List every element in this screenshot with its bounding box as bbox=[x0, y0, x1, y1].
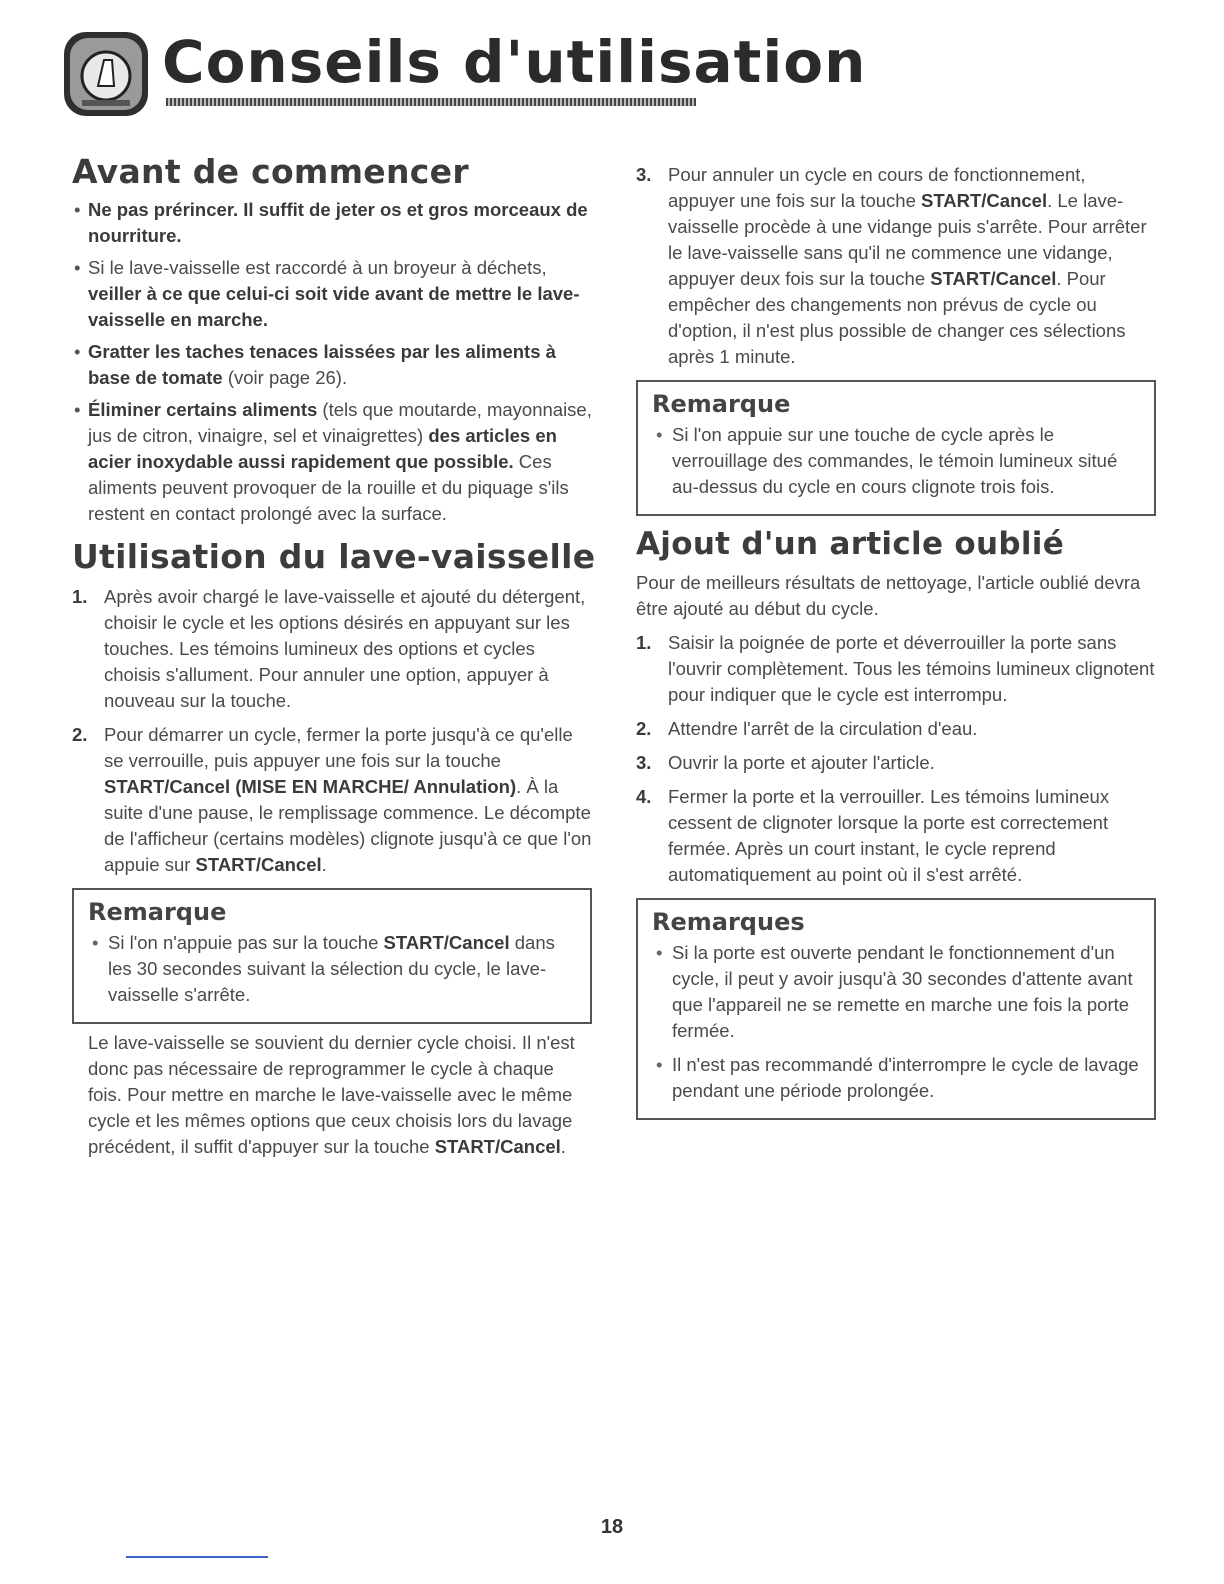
note-list bbox=[88, 930, 576, 1008]
list-item: • Si l'on appuie sur une touche de cycle après le verrouillage des commandes, le témoin lumineux situé au-dessus du cycle en cours clignote trois fois. bbox=[652, 422, 1140, 500]
notes-list bbox=[652, 940, 1140, 1104]
header-rule bbox=[166, 98, 696, 106]
list-item: 1. Saisir la poignée de porte et déverrouiller la porte sans l'ouvrir complètement. Tous les témoins lumineux clignotent pour indiquer que le cycle est interrompu. bbox=[636, 632, 1155, 705]
page-header bbox=[62, 22, 867, 122]
note-title: Remarque bbox=[652, 390, 791, 418]
list-item: • Si le lave-vaisselle est raccordé à un broyeur à déchets, veiller à ce que celui-ci soit vide avant de mettre le lave-vaisselle en marche. bbox=[72, 255, 592, 333]
list-item: 4. Fermer la porte et la verrouiller. Les témoins lumineux cessent de clignoter lorsque la porte est correctement fermée. Après un court instant, le cycle reprend automatiquement au point où il s'est arrêté. bbox=[636, 786, 1110, 885]
list-item: 3. Ouvrir la porte et ajouter l'article. bbox=[636, 752, 935, 773]
left-column bbox=[72, 152, 596, 1160]
list-item: • Si l'on n'appuie pas sur la touche START/Cancel dans les 30 secondes suivant la sélection du cycle, le lave-vaisselle s'arrête. bbox=[88, 930, 576, 1008]
heading-ajout-article: Ajout d'un article oublié bbox=[636, 526, 1065, 562]
ajout-steps bbox=[636, 630, 1156, 888]
note-box-start-cancel bbox=[72, 888, 592, 1024]
notes-title: Remarques bbox=[652, 908, 805, 936]
note-box-lockout bbox=[636, 380, 1156, 516]
footer-line bbox=[126, 1556, 268, 1558]
page-number: 18 bbox=[600, 1516, 624, 1538]
list-item: 2. Pour démarrer un cycle, fermer la porte jusqu'à ce qu'elle se verrouille, puis appuyer une fois sur la touche START/Cancel (MISE EN MARCHE/ Annulation). À la suite d'une pause, le remplissage commence. Le décompte de l'afficheur (certains modèles) clignote jusqu'à ce que l'on appuie sur START/Cancel. bbox=[72, 724, 592, 875]
notes-box-ajout bbox=[636, 898, 1156, 1120]
list-item: • Si la porte est ouverte pendant le fonctionnement d'un cycle, il peut y avoir jusqu'à 30 secondes d'attente avant que l'appareil ne se remette en marche une fois la porte fermée. bbox=[652, 940, 1140, 1044]
list-item: 1. Après avoir chargé le lave-vaisselle et ajouté du détergent, choisir le cycle et les options désirés en appuyant sur les touches. Les témoins lumineux des options et cycles choisis s'allument. Pour annuler une option, appuyer à nouveau sur la touche. bbox=[72, 586, 586, 711]
utilisation-steps bbox=[72, 584, 592, 878]
list-item: 2. Attendre l'arrêt de la circulation d'eau. bbox=[636, 718, 978, 739]
list-item: • Il n'est pas recommandé d'interrompre le cycle de lavage pendant une période prolongée. bbox=[652, 1052, 1140, 1104]
dishwasher-tips-icon bbox=[62, 30, 150, 118]
utilisation-steps-continued bbox=[636, 162, 1156, 370]
note-list bbox=[652, 422, 1140, 500]
list-item: • Gratter les taches tenaces laissées par les aliments à base de tomate (voir page 26). bbox=[72, 339, 592, 391]
page-title: Conseils d'utilisation bbox=[162, 28, 867, 96]
heading-utilisation: Utilisation du lave-vaisselle bbox=[72, 537, 596, 576]
avant-list bbox=[72, 197, 592, 527]
list-item: • Éliminer certains aliments (tels que moutarde, mayonnaise, jus de citron, vinaigre, sel et vinaigrettes) des articles en acier inoxydable aussi rapidement que possible. Ces aliments peuvent provoquer de la rouille et du piquage s'ils restent en contact prolongé avec la surface. bbox=[72, 397, 592, 527]
right-column bbox=[636, 152, 1156, 1126]
heading-avant-de-commencer: Avant de commencer bbox=[72, 152, 469, 191]
ajout-intro: Pour de meilleurs résultats de nettoyage, l'article oublié devra être ajouté au début du cycle. bbox=[636, 572, 1141, 619]
note-title: Remarque bbox=[88, 898, 227, 926]
memory-paragraph: Le lave-vaisselle se souvient du dernier cycle choisi. Il n'est donc pas nécessaire de reprogrammer le cycle à chaque fois. Pour mettre en marche le lave-vaisselle avec le même cycle et les mêmes options que ceux choisis lors du lavage précédent, il suffit d'appuyer sur la touche START/Cancel. bbox=[88, 1032, 575, 1157]
list-item: • Ne pas prérincer. Il suffit de jeter os et gros morceaux de nourriture. bbox=[72, 197, 592, 249]
list-item: 3. Pour annuler un cycle en cours de fonctionnement, appuyer une fois sur la touche START/Cancel. Le lave-vaisselle procède à une vidange puis s'arrête. Pour arrêter le lave-vaisselle sans qu'il ne commence une vidange, appuyer deux fois sur la touche START/Cancel. Pour empêcher des changements non prévus de cycle ou d'option, il n'est plus possible de changer ces sélections après 1 minute. bbox=[636, 164, 1147, 367]
